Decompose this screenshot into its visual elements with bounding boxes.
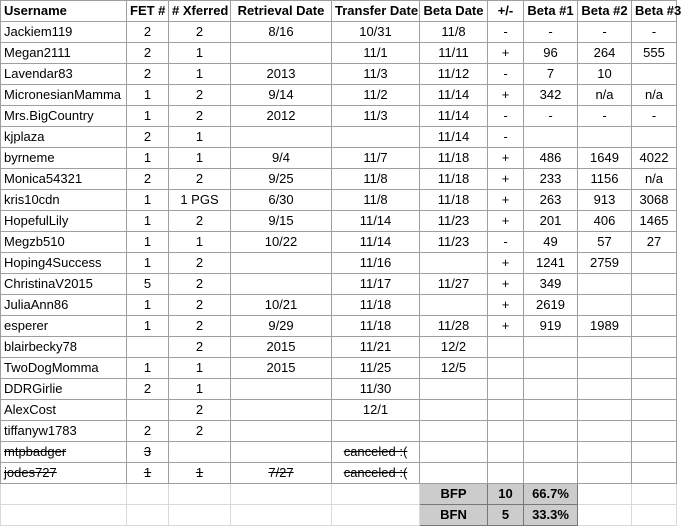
table-row: [1, 64, 677, 85]
cell-plus-minus[interactable]: +: [488, 169, 524, 190]
cell-transfer-date[interactable]: 11/7: [332, 148, 420, 169]
cell-beta-1[interactable]: [524, 421, 578, 442]
table-row: [1, 211, 677, 232]
summary-row-bfn: [1, 505, 677, 526]
table-row: [1, 232, 677, 253]
table-row-canceled: [1, 463, 677, 484]
cell-beta-1[interactable]: 1241: [524, 253, 578, 274]
cell-xferred[interactable]: 2: [169, 169, 231, 190]
cell-beta-1[interactable]: [524, 127, 578, 148]
summary-row-bfp: [1, 484, 677, 505]
cell-xferred[interactable]: 1: [169, 358, 231, 379]
cell-username[interactable]: kjplaza: [1, 127, 127, 148]
cell-plus-minus[interactable]: -: [488, 106, 524, 127]
cell-beta-date[interactable]: [420, 379, 488, 400]
cell-transfer-date[interactable]: 11/1: [332, 43, 420, 64]
summary-pct-bfp[interactable]: 66.7%: [524, 484, 578, 505]
cell-plus-minus[interactable]: [488, 442, 524, 463]
cell-beta-2[interactable]: 913: [578, 190, 632, 211]
cell-beta-3[interactable]: [632, 274, 677, 295]
cell-beta-2[interactable]: n/a: [578, 85, 632, 106]
cell-transfer-date[interactable]: 11/18: [332, 316, 420, 337]
table-cell[interactable]: [231, 484, 332, 505]
cell-username[interactable]: JuliaAnn86: [1, 295, 127, 316]
cell-beta-date[interactable]: 11/18: [420, 169, 488, 190]
cell-transfer-date[interactable]: 11/8: [332, 169, 420, 190]
cell-username[interactable]: kris10cdn: [1, 190, 127, 211]
header-plus-minus[interactable]: +/-: [488, 1, 524, 22]
cell-plus-minus[interactable]: -: [488, 22, 524, 43]
cell-beta-3[interactable]: 27: [632, 232, 677, 253]
cell-fet[interactable]: 2: [127, 421, 169, 442]
cell-plus-minus[interactable]: [488, 463, 524, 484]
table-row: [1, 127, 677, 148]
header-row: [1, 1, 677, 22]
cell-xferred[interactable]: 2: [169, 274, 231, 295]
table-row: [1, 169, 677, 190]
summary-count-bfp[interactable]: 10: [488, 484, 524, 505]
cell-xferred[interactable]: 1: [169, 463, 231, 484]
table-cell[interactable]: [632, 484, 677, 505]
cell-beta-2[interactable]: 406: [578, 211, 632, 232]
cell-beta-1[interactable]: 342: [524, 85, 578, 106]
header-retrieval-date[interactable]: Retrieval Date: [231, 1, 332, 22]
cell-beta-3[interactable]: [632, 64, 677, 85]
cell-beta-1[interactable]: [524, 400, 578, 421]
cell-transfer-date[interactable]: [332, 127, 420, 148]
cell-beta-2[interactable]: -: [578, 22, 632, 43]
cell-beta-2[interactable]: [578, 274, 632, 295]
cell-xferred[interactable]: [169, 442, 231, 463]
summary-label-bfp[interactable]: BFP: [420, 484, 488, 505]
cell-transfer-date[interactable]: 11/18: [332, 295, 420, 316]
header-beta-3[interactable]: Beta #3: [632, 1, 677, 22]
cell-transfer-date[interactable]: 10/31: [332, 22, 420, 43]
table-cell[interactable]: [1, 484, 127, 505]
table-row: [1, 295, 677, 316]
cell-beta-1[interactable]: [524, 442, 578, 463]
table-row: [1, 106, 677, 127]
cell-retrieval-date[interactable]: 9/4: [231, 148, 332, 169]
cell-retrieval-date[interactable]: [231, 442, 332, 463]
cell-beta-date[interactable]: [420, 295, 488, 316]
cell-beta-1[interactable]: 96: [524, 43, 578, 64]
cell-retrieval-date[interactable]: [231, 127, 332, 148]
cell-username[interactable]: Megan2111: [1, 43, 127, 64]
cell-beta-date[interactable]: 11/28: [420, 316, 488, 337]
cell-plus-minus[interactable]: +: [488, 85, 524, 106]
cell-retrieval-date[interactable]: 2013: [231, 64, 332, 85]
cell-beta-date[interactable]: 11/27: [420, 274, 488, 295]
cell-retrieval-date[interactable]: 9/29: [231, 316, 332, 337]
table-row: [1, 253, 677, 274]
cell-beta-3[interactable]: 555: [632, 43, 677, 64]
cell-fet[interactable]: 1: [127, 232, 169, 253]
cell-username[interactable]: HopefulLily: [1, 211, 127, 232]
cell-xferred[interactable]: 2: [169, 337, 231, 358]
cell-xferred[interactable]: 1: [169, 43, 231, 64]
cell-transfer-date[interactable]: 11/3: [332, 64, 420, 85]
cell-beta-2[interactable]: [578, 379, 632, 400]
cell-transfer-date[interactable]: 11/14: [332, 232, 420, 253]
cell-plus-minus[interactable]: +: [488, 211, 524, 232]
cell-xferred[interactable]: 1: [169, 64, 231, 85]
cell-xferred[interactable]: 1: [169, 379, 231, 400]
cell-beta-date[interactable]: 11/23: [420, 232, 488, 253]
table-cell[interactable]: [127, 484, 169, 505]
table-cell[interactable]: [169, 505, 231, 526]
cell-plus-minus[interactable]: [488, 400, 524, 421]
cell-plus-minus[interactable]: [488, 358, 524, 379]
cell-beta-1[interactable]: [524, 463, 578, 484]
cell-username[interactable]: MicronesianMamma: [1, 85, 127, 106]
cell-beta-date[interactable]: 11/12: [420, 64, 488, 85]
cell-beta-date[interactable]: 11/11: [420, 43, 488, 64]
summary-pct-bfn[interactable]: 33.3%: [524, 505, 578, 526]
cell-plus-minus[interactable]: +: [488, 295, 524, 316]
cell-username[interactable]: jodes727: [1, 463, 127, 484]
cell-beta-2[interactable]: 1989: [578, 316, 632, 337]
cell-beta-3[interactable]: -: [632, 22, 677, 43]
cell-plus-minus[interactable]: [488, 337, 524, 358]
table-row-canceled: [1, 442, 677, 463]
table-cell[interactable]: [332, 505, 420, 526]
cell-xferred[interactable]: 1: [169, 127, 231, 148]
cell-beta-2[interactable]: [578, 337, 632, 358]
cell-transfer-date[interactable]: 11/25: [332, 358, 420, 379]
cell-plus-minus[interactable]: +: [488, 316, 524, 337]
cell-fet[interactable]: 2: [127, 127, 169, 148]
header-username[interactable]: Username: [1, 1, 127, 22]
cell-fet[interactable]: 5: [127, 274, 169, 295]
cell-plus-minus[interactable]: -: [488, 127, 524, 148]
table-row: [1, 43, 677, 64]
table-cell[interactable]: [578, 505, 632, 526]
cell-transfer-date[interactable]: [332, 421, 420, 442]
cell-xferred[interactable]: 1 PGS: [169, 190, 231, 211]
cell-fet[interactable]: 3: [127, 442, 169, 463]
cell-username[interactable]: esperer: [1, 316, 127, 337]
cell-retrieval-date[interactable]: [231, 421, 332, 442]
cell-plus-minus[interactable]: +: [488, 253, 524, 274]
cell-beta-date[interactable]: [420, 442, 488, 463]
cell-xferred[interactable]: 2: [169, 22, 231, 43]
cell-beta-3[interactable]: 1465: [632, 211, 677, 232]
cell-beta-3[interactable]: [632, 400, 677, 421]
cell-beta-1[interactable]: 49: [524, 232, 578, 253]
cell-xferred[interactable]: 2: [169, 106, 231, 127]
cell-fet[interactable]: 2: [127, 379, 169, 400]
cell-beta-date[interactable]: 11/14: [420, 85, 488, 106]
cell-beta-date[interactable]: 12/2: [420, 337, 488, 358]
cell-xferred[interactable]: 2: [169, 253, 231, 274]
cell-beta-1[interactable]: 349: [524, 274, 578, 295]
cell-username[interactable]: Megzb510: [1, 232, 127, 253]
cell-fet[interactable]: 1: [127, 463, 169, 484]
cell-beta-2[interactable]: [578, 358, 632, 379]
cell-beta-1[interactable]: -: [524, 22, 578, 43]
cell-beta-2[interactable]: 57: [578, 232, 632, 253]
cell-beta-1[interactable]: 2619: [524, 295, 578, 316]
cell-beta-1[interactable]: 919: [524, 316, 578, 337]
cell-beta-3[interactable]: [632, 316, 677, 337]
cell-beta-1[interactable]: [524, 379, 578, 400]
cell-fet[interactable]: 1: [127, 211, 169, 232]
table-row: [1, 274, 677, 295]
cell-retrieval-date[interactable]: 8/16: [231, 22, 332, 43]
header-transfer-date[interactable]: Transfer Date: [332, 1, 420, 22]
cell-beta-date[interactable]: 11/23: [420, 211, 488, 232]
cell-beta-3[interactable]: [632, 463, 677, 484]
cell-fet[interactable]: 1: [127, 85, 169, 106]
cell-retrieval-date[interactable]: 10/21: [231, 295, 332, 316]
cell-username[interactable]: blairbecky78: [1, 337, 127, 358]
header-beta-1[interactable]: Beta #1: [524, 1, 578, 22]
cell-username[interactable]: Jackiem119: [1, 22, 127, 43]
cell-beta-3[interactable]: 4022: [632, 148, 677, 169]
cell-beta-3[interactable]: [632, 379, 677, 400]
table-row: [1, 22, 677, 43]
cell-plus-minus[interactable]: +: [488, 274, 524, 295]
cell-retrieval-date[interactable]: 10/22: [231, 232, 332, 253]
cell-username[interactable]: DDRGirlie: [1, 379, 127, 400]
cell-username[interactable]: TwoDogMomma: [1, 358, 127, 379]
cell-beta-1[interactable]: -: [524, 106, 578, 127]
cell-username[interactable]: Lavendar83: [1, 64, 127, 85]
cell-beta-date[interactable]: 11/18: [420, 148, 488, 169]
cell-transfer-date[interactable]: 11/3: [332, 106, 420, 127]
cell-fet[interactable]: [127, 337, 169, 358]
table-cell[interactable]: [578, 484, 632, 505]
cell-fet[interactable]: 1: [127, 106, 169, 127]
cell-retrieval-date[interactable]: [231, 274, 332, 295]
table-cell[interactable]: [231, 505, 332, 526]
cell-transfer-date[interactable]: 11/30: [332, 379, 420, 400]
cell-beta-3[interactable]: [632, 253, 677, 274]
cell-retrieval-date[interactable]: 2012: [231, 106, 332, 127]
cell-retrieval-date[interactable]: [231, 43, 332, 64]
cell-beta-2[interactable]: [578, 421, 632, 442]
cell-transfer-date[interactable]: canceled :(: [332, 463, 420, 484]
table-row: [1, 85, 677, 106]
table-row: [1, 316, 677, 337]
cell-xferred[interactable]: 1: [169, 148, 231, 169]
cell-beta-1[interactable]: 486: [524, 148, 578, 169]
cell-retrieval-date[interactable]: 9/14: [231, 85, 332, 106]
cell-fet[interactable]: 2: [127, 64, 169, 85]
cell-beta-2[interactable]: 2759: [578, 253, 632, 274]
table-cell[interactable]: [127, 505, 169, 526]
cell-fet[interactable]: 1: [127, 190, 169, 211]
cell-plus-minus[interactable]: +: [488, 148, 524, 169]
cell-retrieval-date[interactable]: 7/27: [231, 463, 332, 484]
cell-transfer-date[interactable]: 11/2: [332, 85, 420, 106]
cell-xferred[interactable]: 2: [169, 85, 231, 106]
cell-beta-date[interactable]: 11/8: [420, 22, 488, 43]
cell-plus-minus[interactable]: -: [488, 232, 524, 253]
table-cell[interactable]: [632, 505, 677, 526]
cell-fet[interactable]: 2: [127, 43, 169, 64]
cell-beta-1[interactable]: 7: [524, 64, 578, 85]
cell-xferred[interactable]: 2: [169, 421, 231, 442]
cell-beta-3[interactable]: [632, 127, 677, 148]
cell-fet[interactable]: 1: [127, 253, 169, 274]
cell-retrieval-date[interactable]: [231, 400, 332, 421]
cell-beta-2[interactable]: [578, 442, 632, 463]
cell-beta-date[interactable]: [420, 400, 488, 421]
cell-username[interactable]: ChristinaV2015: [1, 274, 127, 295]
cell-retrieval-date[interactable]: [231, 379, 332, 400]
cell-beta-2[interactable]: [578, 295, 632, 316]
cell-fet[interactable]: 1: [127, 358, 169, 379]
cell-beta-2[interactable]: 1156: [578, 169, 632, 190]
table-row: [1, 400, 677, 421]
table-row: [1, 190, 677, 211]
cell-beta-2[interactable]: [578, 463, 632, 484]
cell-xferred[interactable]: 2: [169, 316, 231, 337]
header-xferred[interactable]: # Xferred: [169, 1, 231, 22]
cell-beta-2[interactable]: [578, 400, 632, 421]
cell-transfer-date[interactable]: 11/14: [332, 211, 420, 232]
cell-fet[interactable]: 1: [127, 148, 169, 169]
cell-beta-date[interactable]: [420, 253, 488, 274]
cell-plus-minus[interactable]: -: [488, 64, 524, 85]
cell-beta-3[interactable]: n/a: [632, 85, 677, 106]
cell-username[interactable]: tiffanyw1783: [1, 421, 127, 442]
cell-beta-date[interactable]: 11/18: [420, 190, 488, 211]
cell-beta-date[interactable]: 12/5: [420, 358, 488, 379]
cell-xferred[interactable]: 2: [169, 400, 231, 421]
cell-beta-3[interactable]: 3068: [632, 190, 677, 211]
cell-beta-2[interactable]: 10: [578, 64, 632, 85]
cell-xferred[interactable]: 1: [169, 232, 231, 253]
cell-transfer-date[interactable]: 12/1: [332, 400, 420, 421]
cell-fet[interactable]: 2: [127, 22, 169, 43]
cell-transfer-date[interactable]: 11/8: [332, 190, 420, 211]
cell-beta-3[interactable]: [632, 337, 677, 358]
header-fet[interactable]: FET #: [127, 1, 169, 22]
cell-username[interactable]: byrneme: [1, 148, 127, 169]
cell-xferred[interactable]: 2: [169, 211, 231, 232]
cell-beta-1[interactable]: 263: [524, 190, 578, 211]
cell-transfer-date[interactable]: canceled :(: [332, 442, 420, 463]
cell-beta-3[interactable]: [632, 442, 677, 463]
cell-beta-2[interactable]: -: [578, 106, 632, 127]
cell-beta-date[interactable]: 11/14: [420, 106, 488, 127]
table-row: [1, 358, 677, 379]
cell-xferred[interactable]: 2: [169, 295, 231, 316]
table-cell[interactable]: [169, 484, 231, 505]
cell-beta-date[interactable]: 11/14: [420, 127, 488, 148]
cell-beta-3[interactable]: [632, 358, 677, 379]
cell-fet[interactable]: 1: [127, 316, 169, 337]
cell-transfer-date[interactable]: 11/16: [332, 253, 420, 274]
cell-username[interactable]: Mrs.BigCountry: [1, 106, 127, 127]
cell-fet[interactable]: 2: [127, 169, 169, 190]
table-row: [1, 337, 677, 358]
cell-beta-1[interactable]: 233: [524, 169, 578, 190]
cell-retrieval-date[interactable]: 9/15: [231, 211, 332, 232]
cell-plus-minus[interactable]: +: [488, 43, 524, 64]
cell-transfer-date[interactable]: 11/17: [332, 274, 420, 295]
cell-beta-1[interactable]: [524, 358, 578, 379]
cell-beta-1[interactable]: 201: [524, 211, 578, 232]
cell-retrieval-date[interactable]: [231, 253, 332, 274]
cell-beta-date[interactable]: [420, 463, 488, 484]
cell-beta-2[interactable]: 264: [578, 43, 632, 64]
table-cell[interactable]: [1, 505, 127, 526]
cell-retrieval-date[interactable]: 2015: [231, 358, 332, 379]
cell-beta-date[interactable]: [420, 421, 488, 442]
summary-count-bfn[interactable]: 5: [488, 505, 524, 526]
table-cell[interactable]: [332, 484, 420, 505]
header-beta-2[interactable]: Beta #2: [578, 1, 632, 22]
cell-beta-1[interactable]: [524, 337, 578, 358]
table-row: [1, 421, 677, 442]
cell-plus-minus[interactable]: [488, 421, 524, 442]
cell-retrieval-date[interactable]: 2015: [231, 337, 332, 358]
cell-beta-3[interactable]: [632, 421, 677, 442]
cell-fet[interactable]: [127, 400, 169, 421]
cell-transfer-date[interactable]: 11/21: [332, 337, 420, 358]
table-row: [1, 379, 677, 400]
cell-plus-minus[interactable]: +: [488, 190, 524, 211]
cell-beta-2[interactable]: 1649: [578, 148, 632, 169]
summary-label-bfn[interactable]: BFN: [420, 505, 488, 526]
cell-beta-2[interactable]: [578, 127, 632, 148]
cell-retrieval-date[interactable]: 9/25: [231, 169, 332, 190]
cell-beta-3[interactable]: -: [632, 106, 677, 127]
cell-retrieval-date[interactable]: 6/30: [231, 190, 332, 211]
cell-username[interactable]: Hoping4Success: [1, 253, 127, 274]
cell-beta-3[interactable]: [632, 295, 677, 316]
cell-fet[interactable]: 1: [127, 295, 169, 316]
cell-beta-3[interactable]: n/a: [632, 169, 677, 190]
cell-plus-minus[interactable]: [488, 379, 524, 400]
cell-username[interactable]: AlexCost: [1, 400, 127, 421]
table-row: [1, 148, 677, 169]
cell-username[interactable]: mtpbadger: [1, 442, 127, 463]
header-beta-date[interactable]: Beta Date: [420, 1, 488, 22]
cell-username[interactable]: Monica54321: [1, 169, 127, 190]
